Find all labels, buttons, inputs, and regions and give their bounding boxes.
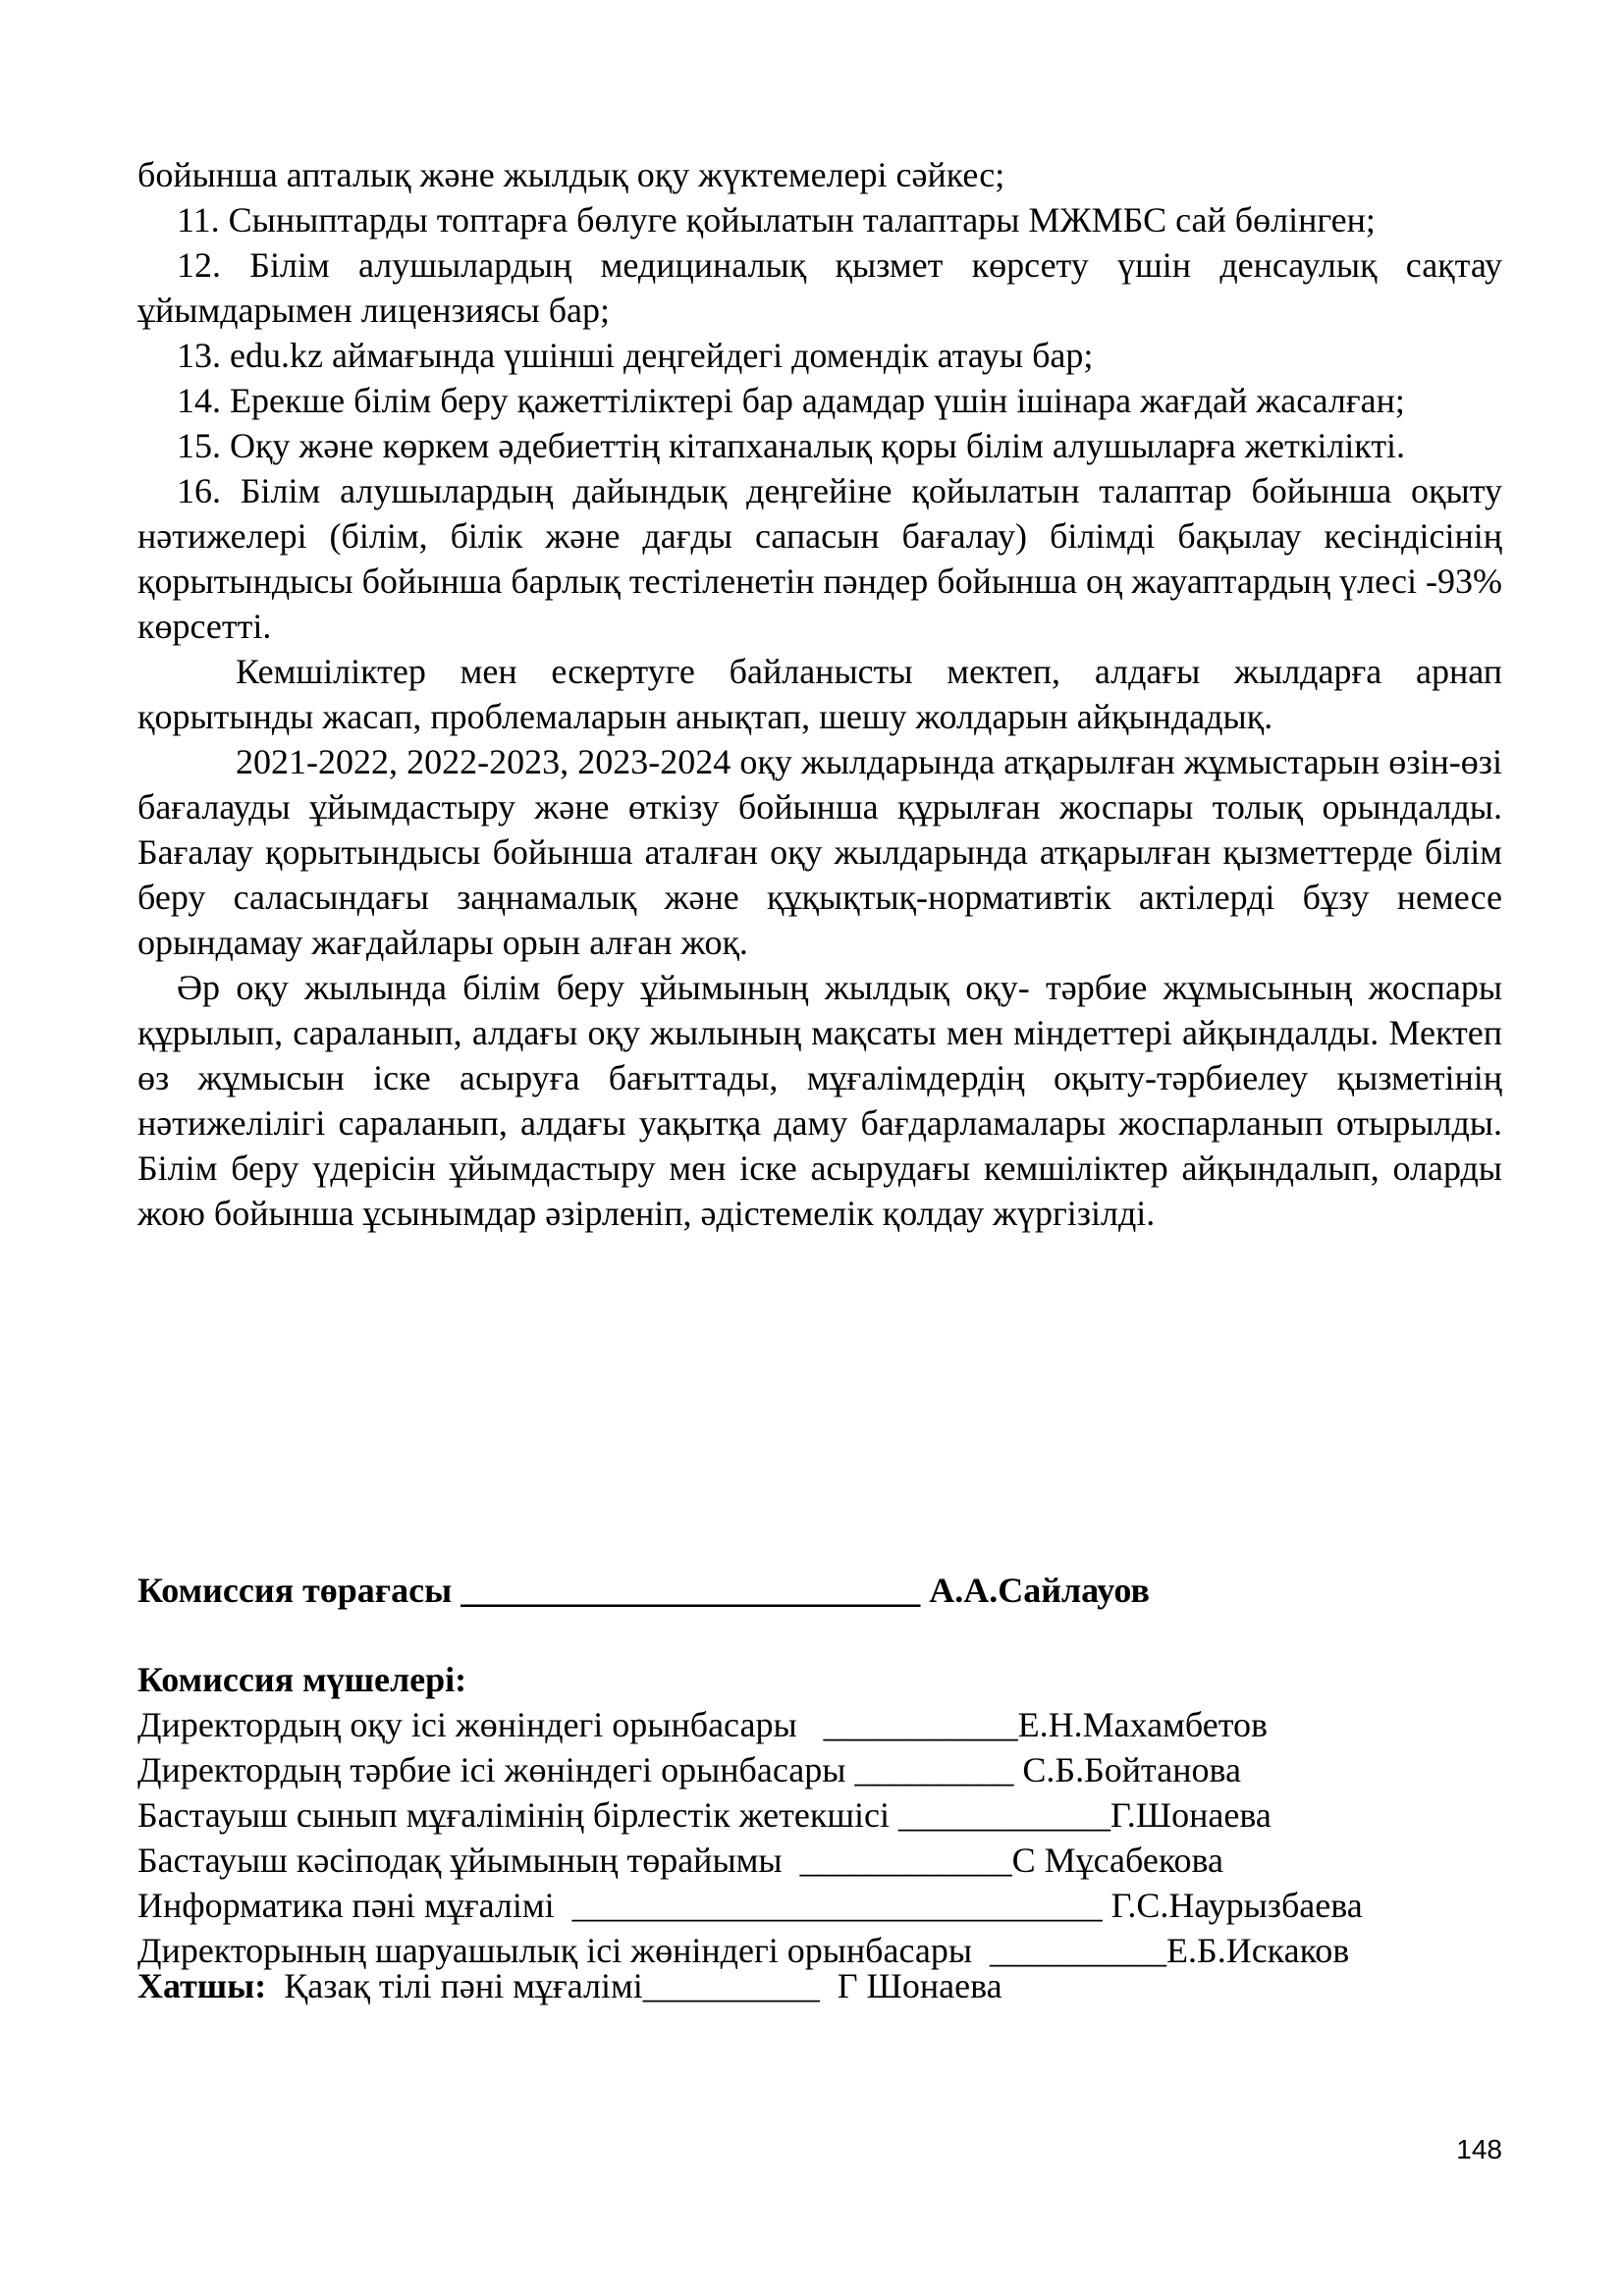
chair-line: Комиссия төрағасы __________________________ А.А.Сайлауов bbox=[137, 1571, 1150, 1610]
paragraph: 2021-2022, 2022-2023, 2023-2024 оқу жылдарында атқарылған жұмыстарын өзін-өзі бағалауды ұйымдастыру және өткізу бойынша құрылған жоспары толық орындалды. Бағалау қорытындысы бойынша аталған оқу жылдарында атқарылған қызметтерде білім беру саласындағы заңнамалық және құқықтық-нормативтік актілерді бұзу немесе орындамау жағдайлары орын алған жоқ. bbox=[137, 742, 1502, 962]
list-item-16: 16. Білім алушылардың дайындық деңгейіне қойылатын талаптар бойынша оқыту нәтижелері (білім, білік және дағды сапасын бағалау) білімді бақылау кесіндісінің қорытындысы бойынша барлық тестіленетін пәндер бойынша оң жауаптардың үлесі -93% көрсетті. bbox=[137, 471, 1502, 646]
list-item-12: 12. Білім алушылардың медициналық қызмет көрсету үшін денсаулық сақтау ұйымдарымен лицензиясы бар; bbox=[137, 245, 1502, 330]
paragraph: Әр оқу жылында білім беру ұйымының жылдық оқу- тәрбие жұмысының жоспары құрылып, сараланып, алдағы оқу жылының мақсаты мен міндеттері айқындалды. Мектеп өз жұмысын іске асыруға бағыттады, мұғалімдердің оқыту-тәрбиелеу қызметінің нәтижелілігі сараланып, алдағы уақытқа даму бағдарламалары жоспарланып отырылды. Білім беру үдерісін ұйымдастыру мен іске асырудағы кемшіліктер айқындалып, оларды жою бойынша ұсынымдар әзірленіп, әдістемелік қолдау жүргізілді. bbox=[137, 968, 1502, 1233]
secretary-label: Хатшы: bbox=[137, 1966, 267, 2005]
secretary-line: Қазақ тілі пәні мұғалімі__________ Г Шонаева bbox=[266, 1966, 1002, 2005]
members-heading: Комиссия мүшелері: bbox=[137, 1660, 467, 1699]
member-line: Директордың тәрбие ісі жөніндегі орынбасары _________ С.Б.Бойтанова bbox=[137, 1750, 1241, 1789]
member-line: Бастауыш сынып мұғалімінің бірлестік жетекшісі ____________Г.Шонаева bbox=[137, 1795, 1272, 1835]
member-line: Информатика пәні мұғалімі ______________________________ Г.С.Наурызбаева bbox=[137, 1886, 1363, 1925]
list-item-13: 13. edu.kz аймағында үшінші деңгейдегі домендік атауы бар; bbox=[177, 336, 1094, 375]
member-line: Директорының шаруашылық ісі жөніндегі орынбасары __________Е.Б.Искаков bbox=[137, 1931, 1350, 1970]
body-text bbox=[137, 152, 1502, 1236]
list-item-11: 11. Сыныптарды топтарға бөлуге қойылатын талаптары МЖМБС сай бөлінген; bbox=[177, 200, 1376, 240]
paragraph: бойынша апталық және жылдық оқу жүктемелері сәйкес; bbox=[137, 155, 1005, 194]
list-item-14: 14. Ерекше білім беру қажеттіліктері бар адамдар үшін ішінара жағдай жасалған; bbox=[177, 381, 1405, 420]
secretary-signature-line bbox=[137, 1963, 1532, 2008]
paragraph: Кемшіліктер мен ескертуге байланысты мектеп, алдағы жылдарға арнап қорытынды жасап, проблемаларын анықтап, шешу жолдарын айқындадық. bbox=[137, 652, 1502, 736]
list-item-15: 15. Оқу және көркем әдебиеттің кітапханалық қоры білім алушыларға жеткілікті. bbox=[177, 426, 1406, 465]
member-line: Директордың оқу ісі жөніндегі орынбасары ___________Е.Н.Махамбетов bbox=[137, 1705, 1268, 1744]
chair-signature-line bbox=[137, 1568, 1532, 1613]
commission-members bbox=[137, 1657, 1532, 1973]
member-line: Бастауыш кәсіподақ ұйымының төрайымы ____________С Мұсабекова bbox=[137, 1841, 1223, 1880]
page-number: 148 bbox=[1456, 2134, 1502, 2164]
